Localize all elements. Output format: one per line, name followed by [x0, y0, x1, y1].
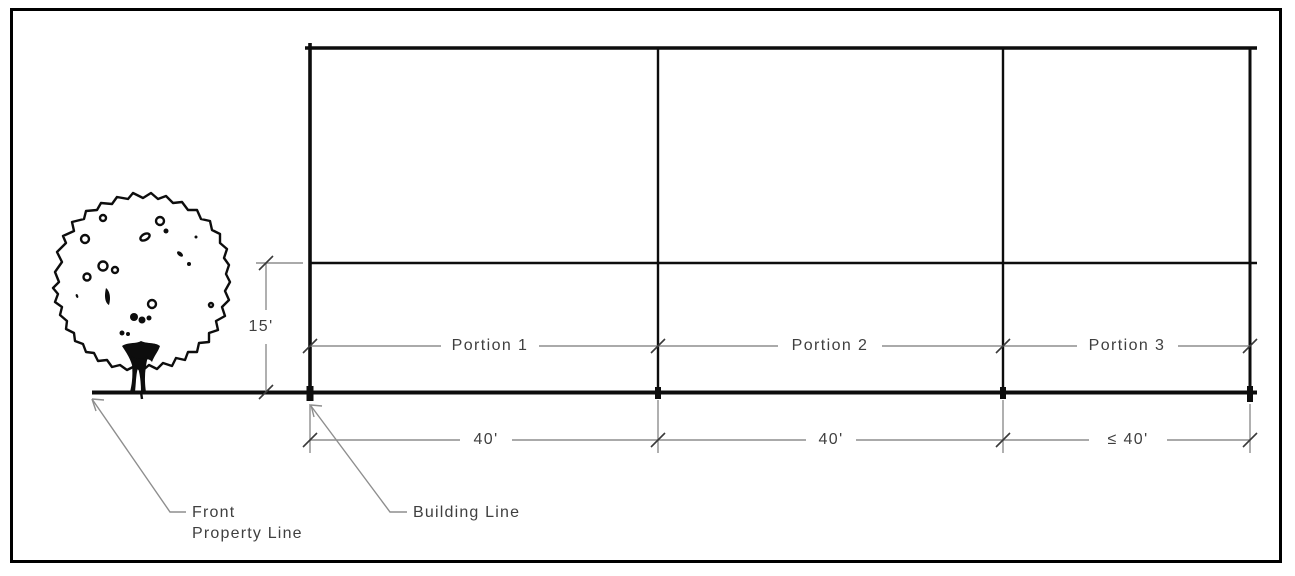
- front-property-line-callout: [192, 502, 303, 544]
- portion-2-label: Portion 2: [789, 337, 872, 355]
- front-property-leader: [92, 399, 186, 512]
- front-property-line-callout-line2: Property Line: [192, 525, 303, 542]
- portion-1-label: Portion 1: [449, 337, 532, 355]
- setback-dimension: 15': [245, 318, 276, 336]
- tree-illustration: [53, 193, 230, 399]
- tree-trunk: [130, 356, 148, 392]
- portion-3-label: Portion 3: [1086, 337, 1169, 355]
- tree-leaf-clusters: [75, 215, 213, 336]
- building-line-callout: [413, 502, 520, 523]
- arrow-icon: [311, 405, 322, 417]
- portion-1-width-dim: 40': [470, 431, 501, 449]
- portion-2-width-dim: 40': [815, 431, 846, 449]
- building-line-callout-label: Building Line: [413, 504, 521, 521]
- portion-3-width-dim: ≤ 40': [1104, 431, 1151, 449]
- building-line-leader: [311, 405, 407, 512]
- front-property-line-callout-line1: Front: [192, 504, 236, 521]
